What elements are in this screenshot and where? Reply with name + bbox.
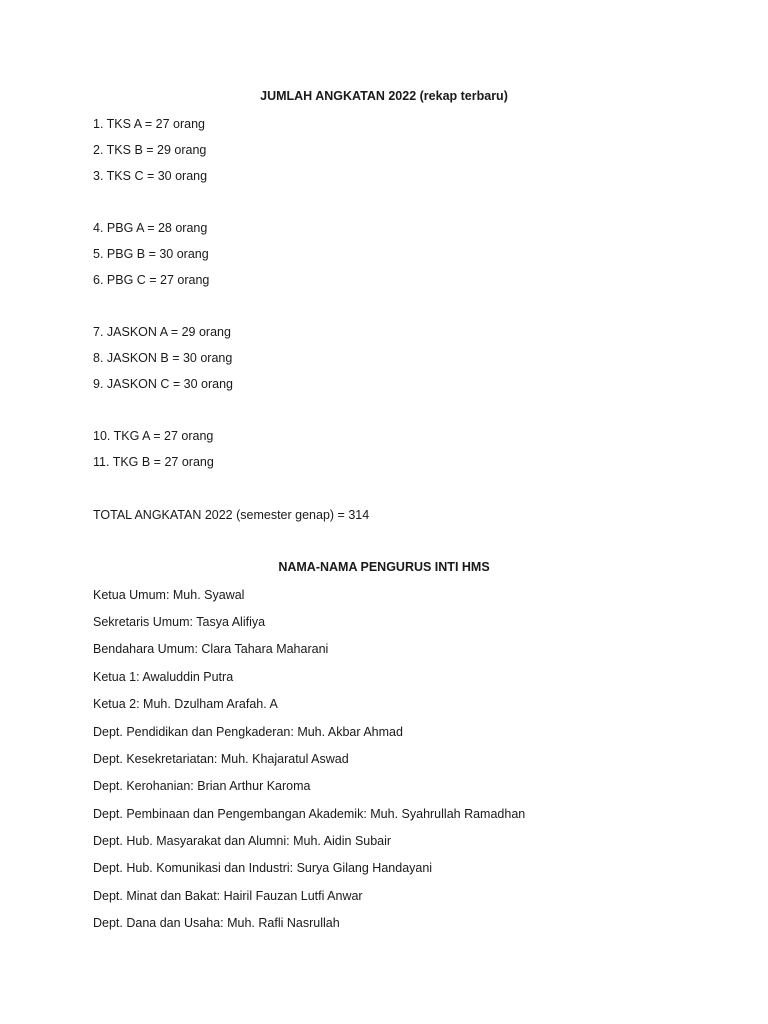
- list-item-class: 6. PBG C = 27 orang: [93, 273, 210, 287]
- list-item-officer: Bendahara Umum: Clara Tahara Maharani: [93, 642, 329, 656]
- list-item-class: 8. JASKON B = 30 orang: [93, 351, 233, 365]
- section-title-pengurus: NAMA-NAMA PENGURUS INTI HMS: [278, 560, 490, 574]
- list-item-officer: Ketua Umum: Muh. Syawal: [93, 588, 245, 602]
- list-item-officer: Dept. Minat dan Bakat: Hairil Fauzan Lutfi Anwar: [93, 889, 363, 903]
- list-item-officer: Ketua 1: Awaluddin Putra: [93, 670, 234, 684]
- list-item-officer: Dept. Hub. Komunikasi dan Industri: Surya Gilang Handayani: [93, 861, 433, 875]
- list-item-class: 1. TKS A = 27 orang: [93, 117, 206, 131]
- list-item-class: 4. PBG A = 28 orang: [93, 221, 208, 235]
- list-item-class: 3. TKS C = 30 orang: [93, 169, 208, 183]
- list-item-class: 2. TKS B = 29 orang: [93, 143, 207, 157]
- list-item-class: 11. TKG B = 27 orang: [93, 455, 214, 469]
- list-item-officer: Ketua 2: Muh. Dzulham Arafah. A: [93, 697, 278, 711]
- total-angkatan: TOTAL ANGKATAN 2022 (semester genap) = 314: [93, 508, 370, 522]
- list-item-class: 10. TKG A = 27 orang: [93, 429, 214, 443]
- list-item-officer: Dept. Pembinaan dan Pengembangan Akademik: Muh. Syahrullah Ramadhan: [93, 807, 526, 821]
- list-item-class: 5. PBG B = 30 orang: [93, 247, 209, 261]
- list-item-officer: Dept. Kerohanian: Brian Arthur Karoma: [93, 779, 311, 793]
- list-item-officer: Dept. Kesekretariatan: Muh. Khajaratul Aswad: [93, 752, 349, 766]
- list-item-officer: Sekretaris Umum: Tasya Alifiya: [93, 615, 266, 629]
- list-item-officer: Dept. Dana dan Usaha: Muh. Rafli Nasrullah: [93, 916, 340, 930]
- list-item-class: 7. JASKON A = 29 orang: [93, 325, 231, 339]
- list-item-class: 9. JASKON C = 30 orang: [93, 377, 234, 391]
- list-item-officer: Dept. Hub. Masyarakat dan Alumni: Muh. Aidin Subair: [93, 834, 392, 848]
- list-item-officer: Dept. Pendidikan dan Pengkaderan: Muh. Akbar Ahmad: [93, 725, 403, 739]
- section-title-angkatan: JUMLAH ANGKATAN 2022 (rekap terbaru): [260, 89, 508, 103]
